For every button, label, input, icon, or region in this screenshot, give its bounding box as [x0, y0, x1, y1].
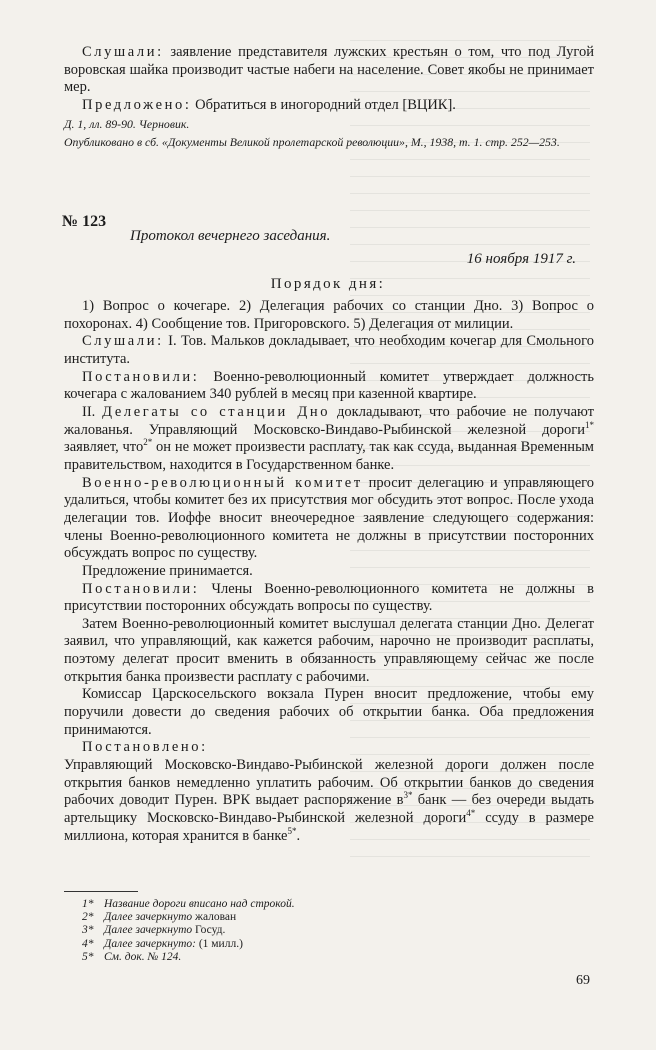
paragraph-resolution: Управляющий Московско-Виндаво-Рыбинской железной дороги должен после открытия банков немедленно уплатить рабочим. Об открытии банков до сведения рабочих доводит Пурен. ВРК выдает распоряжение $в^{3*}$ банк — без очереди выдать артельщику Московско-Виндаво-Рыбинской железной дороги$^{4*}$ ссуду в размере миллиона, которая хранится в банке$^{5*}$. [64, 757, 594, 844]
paragraph-delegates: II. Делегаты со станции Дно докладывают, что рабочие не получают жалованья. Управляющий Московско-Виндаво-Рыбинской железной дороги$^{1*}$ заявляет, что$^{2*}$ он не может произвести расплату, так как ссуда, выданная Временным правительством, находится в Государственном банке. [64, 403, 594, 473]
footnote-ref: 5* [287, 825, 297, 836]
page-number: 69 [576, 973, 590, 988]
agenda-heading: Порядок дня: [270, 276, 386, 292]
footnote-item: 3* Далее зачеркнуто Госуд. [82, 924, 226, 937]
proposed-label: Предложено: [82, 96, 192, 113]
paragraph-resolved-label: Постановлено: [82, 739, 208, 756]
paragraph-heard: Слушали: I. Тов. Мальков докладывает, что необходим кочегар для Смольного института. [64, 333, 594, 367]
previous-document-tail [64, 44, 594, 150]
footnote-ref: 2* [143, 437, 153, 448]
archive-reference: Д. 1, лл. 89-90. Черновик. [64, 117, 190, 132]
footnote-ref: 3* [403, 790, 413, 801]
paragraph-resolved-stoker: Постановили: Военно-революционный комитет утверждает должность кочегара с жалованием 340 рублей в месяц при казенной квартире. [64, 368, 594, 403]
footnote-item: 4* Далее зачеркнуто: (1 милл.) [82, 937, 243, 950]
document-body [64, 298, 594, 845]
footnotes [82, 898, 295, 964]
footnote-ref: 1* [585, 419, 594, 430]
heard-label: Слушали: [82, 44, 164, 60]
heard-paragraph: Слушали: заявление представителя лужских крестьян о том, что под Лугой воровская шайка производит частые набеги на население. Совет якобы не принимает мер. [64, 44, 594, 96]
document-date: 16 ноября 1917 г. [466, 251, 576, 267]
paragraph-committee: Военно-революционный комитет просит делегацию и управляющего удалиться, чтобы комитет без их присутствия мог обсудить этот вопрос. После ухода делегации тов. Иоффе вносит внеочередное заявление следующего содержания: члены Военно-революционного комитета не должны в присутствии посторонних обсуждать вопрос по существу. [64, 474, 594, 562]
paragraph-delegate-statement: Затем Военно-революционный комитет выслушал делегата станции Дно. Делегат заявил, что управляющий, как кажется рабочим, нарочно не производит расплаты, поэтому делегат просит вменить в обязанность управляющему сейчас же после открытия банка произвести расплату с рабочими. [64, 615, 594, 685]
footnote-item: 2* Далее зачеркнуто жалован [82, 911, 237, 924]
publication-reference: Опубликовано в сб. «Документы Великой пролетарской революции», М., 1938, т. 1. стр. 252—253. [64, 135, 560, 150]
footnote-item: 5* См. док. № 124. [82, 950, 182, 963]
document-title: Протокол вечернего заседания. [130, 228, 331, 244]
proposed-paragraph: Предложено: Обратиться в иногородний отдел [ВЦИК]. [82, 96, 456, 113]
paragraph-commissar: Комиссар Царскосельского вокзала Пурен вносит предложение, чтобы ему поручили довести до сведения рабочих об открытии банка. Оба предложения принимаются. [64, 686, 594, 738]
footnote-ref: 4* [466, 808, 476, 819]
footnote-divider [64, 891, 138, 892]
document-number: № 123 [62, 213, 107, 230]
paragraph-resolved-members: Постановили: Члены Военно-революционного комитета не должны в присутствии посторонних обсуждать вопросы по существу. [64, 580, 594, 615]
paragraph-accepted: Предложение принимается. [82, 562, 253, 579]
footnote-item: 1* Название дороги вписано над строкой. [82, 898, 295, 910]
agenda-list: 1) Вопрос о кочегаре. 2) Делегация рабочих со станции Дно. 3) Вопрос о похоронах. 4) Сообщение тов. Пригоровского. 5) Делегация от милиции. [64, 298, 594, 332]
